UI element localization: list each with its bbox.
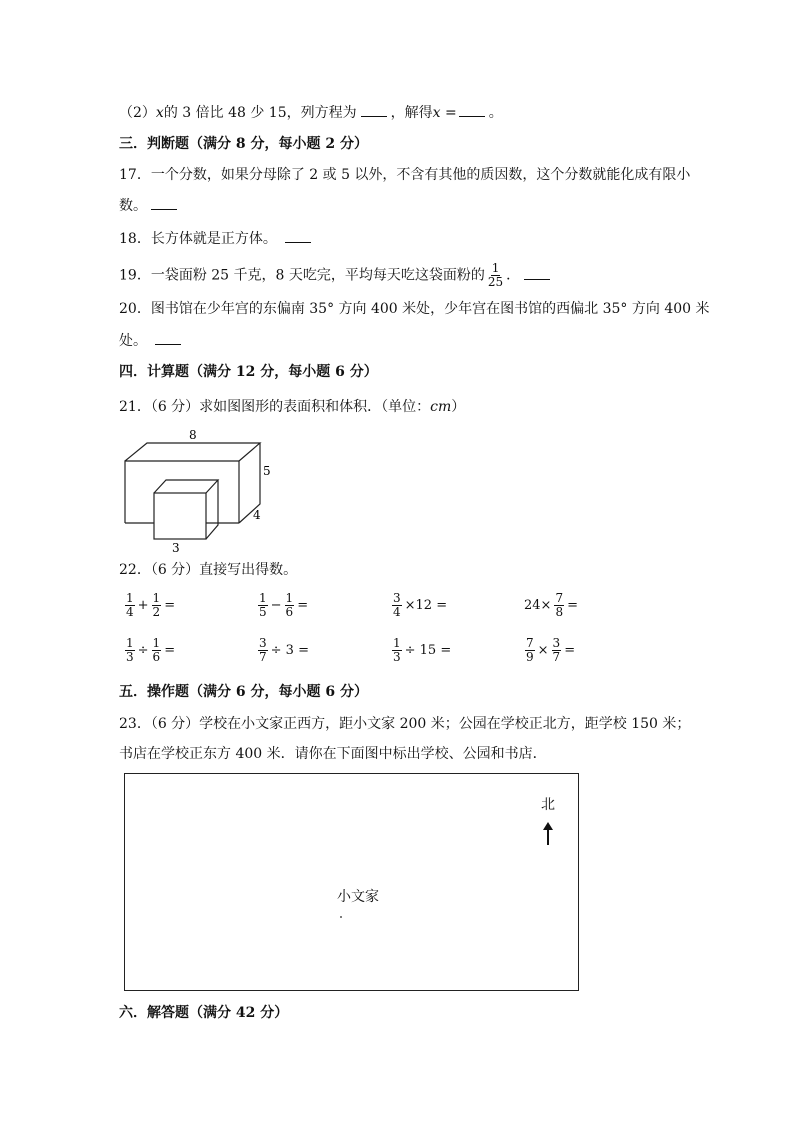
operator: 24×: [524, 598, 552, 613]
frac-num: 1: [126, 591, 134, 605]
label-4: 4: [253, 508, 261, 522]
q17-line2: [119, 196, 181, 216]
frac: [258, 637, 268, 664]
q20-line2-text: 处。: [119, 333, 147, 349]
q22-expr-4: [523, 592, 579, 619]
label-5: 5: [263, 464, 271, 478]
frac-den: 9: [526, 650, 534, 664]
q21-line: [119, 397, 465, 417]
q22-expr-8: [523, 637, 576, 664]
frac: [392, 592, 402, 619]
frac: [152, 592, 162, 619]
equals: =: [564, 643, 576, 658]
frac-den: 5: [259, 605, 267, 619]
q19-frac-num: 1: [491, 261, 500, 275]
q19-text: 19．一袋面粉 25 千克，8 天吃完，平均每天吃这袋面粉的: [119, 267, 485, 284]
north-arrow-icon: [542, 822, 554, 846]
home-label: 小文家: [337, 889, 379, 905]
q23-line1: 23．（6 分）学校在小文家正西方，距小文家 200 米；公园在学校正北方，距学校 150 米；: [119, 716, 691, 732]
frac-den: 7: [552, 650, 561, 664]
q20-line2: [119, 331, 185, 351]
label-8: 8: [189, 428, 197, 442]
q20-blank[interactable]: [155, 332, 181, 345]
frac-num: 7: [555, 591, 564, 605]
q18-blank[interactable]: [285, 230, 311, 243]
q21-figure-svg: [118, 424, 278, 554]
label-3: 3: [172, 541, 180, 554]
q19-fraction: [487, 262, 504, 289]
frac: [554, 592, 564, 619]
frac: [285, 592, 295, 619]
q16-2-prefix: （2）: [119, 105, 156, 121]
frac-num: 1: [152, 636, 161, 650]
frac-den: 4: [393, 605, 401, 619]
q21-unit: cm: [430, 399, 452, 415]
operator: +: [137, 598, 149, 613]
q16-2-end: 。: [488, 105, 503, 121]
q19-frac-den: 25: [487, 275, 504, 289]
frac-num: 1: [152, 591, 161, 605]
frac-den: 6: [285, 605, 294, 619]
home-point: [340, 916, 342, 918]
frac-den: 2: [152, 605, 161, 619]
section5-title: 五．操作题（满分 6 分，每小题 6 分）: [119, 684, 368, 700]
frac: [258, 592, 268, 619]
frac-num: 1: [285, 591, 294, 605]
big-box-front-outline: [125, 461, 239, 523]
q19-line: [119, 262, 554, 289]
q18-text: 18．长方体就是正方体。: [119, 231, 277, 247]
q23-map-box[interactable]: [124, 773, 579, 991]
frac: [152, 637, 162, 664]
q16-2-line: [119, 103, 503, 123]
frac-num: 1: [259, 591, 267, 605]
frac-den: 4: [126, 605, 134, 619]
q17-line2-text: 数。: [119, 198, 147, 214]
frac-num: 1: [393, 636, 401, 650]
q16-2-text2: ，解得: [390, 105, 433, 121]
frac: [125, 637, 135, 664]
q16-2-var-x: x: [155, 105, 164, 121]
operator: ÷ 3 =: [270, 643, 309, 658]
frac: [552, 637, 562, 664]
q16-2-var-x-eq: x =: [432, 105, 457, 121]
q23-line2: 书店在学校正东方 400 米．请你在下面图中标出学校、公园和书店．: [119, 746, 547, 762]
q22-expr-5: [123, 637, 176, 664]
frac: [125, 592, 135, 619]
q19-blank[interactable]: [524, 267, 550, 280]
operator: ×: [537, 643, 549, 658]
north-label: 北: [541, 797, 555, 813]
operator: ÷: [137, 643, 149, 658]
q19-end: ．: [506, 267, 521, 284]
q22-expr-1: [123, 592, 176, 619]
equals: =: [567, 598, 578, 613]
q20-line1: 20．图书馆在少年宫的东偏南 35° 方向 400 米处，少年宫在图书馆的西偏北 35° 方向 400 米: [119, 301, 710, 317]
section3-title: 三．判断题（满分 8 分，每小题 2 分）: [119, 136, 368, 152]
small-cube-side: [206, 480, 218, 539]
frac-num: 3: [552, 636, 561, 650]
big-box-top: [125, 443, 260, 461]
q16-2-blank-answer[interactable]: [459, 104, 485, 117]
q16-2-blank-equation[interactable]: [361, 104, 387, 117]
q21-solid-figure: [118, 424, 278, 554]
equals: =: [297, 598, 309, 613]
frac-num: 3: [393, 591, 401, 605]
q17-blank[interactable]: [151, 197, 177, 210]
equals: =: [164, 598, 176, 613]
frac-den: 8: [555, 605, 564, 619]
frac-num: 1: [126, 636, 134, 650]
q21-text: 21．（6 分）求如图图形的表面积和体积．（单位：: [119, 399, 431, 415]
operator: ×12 =: [404, 598, 448, 613]
small-cube-front: [154, 493, 206, 539]
q21-end: ）: [451, 399, 466, 415]
frac-num: 7: [526, 636, 534, 650]
frac: [392, 637, 402, 664]
q22-line: 22．（6 分）直接写出得数。: [119, 562, 298, 578]
frac-den: 6: [152, 650, 161, 664]
q22-expr-2: [256, 592, 309, 619]
frac-den: 3: [126, 650, 134, 664]
operator: ÷ 15 =: [404, 643, 452, 658]
frac-den: 3: [393, 650, 401, 664]
q22-expr-3: [390, 592, 448, 619]
q17-line1: 17．一个分数，如果分母除了 2 或 5 以外，不含有其他的质因数，这个分数就能化成有限小: [119, 167, 691, 183]
frac-num: 3: [259, 636, 267, 650]
frac-den: 7: [259, 650, 267, 664]
q22-expr-7: [390, 637, 452, 664]
operator: −: [270, 598, 282, 613]
equals: =: [164, 643, 176, 658]
frac: [525, 637, 535, 664]
q22-expr-6: [256, 637, 310, 664]
q18-line: [119, 229, 315, 249]
q16-2-text1: 的 3 倍比 48 少 15，列方程为: [163, 105, 357, 121]
small-cube-top: [154, 480, 218, 493]
section4-title: 四．计算题（满分 12 分，每小题 6 分）: [119, 364, 378, 380]
section6-title: 六．解答题（满分 42 分）: [119, 1005, 289, 1021]
